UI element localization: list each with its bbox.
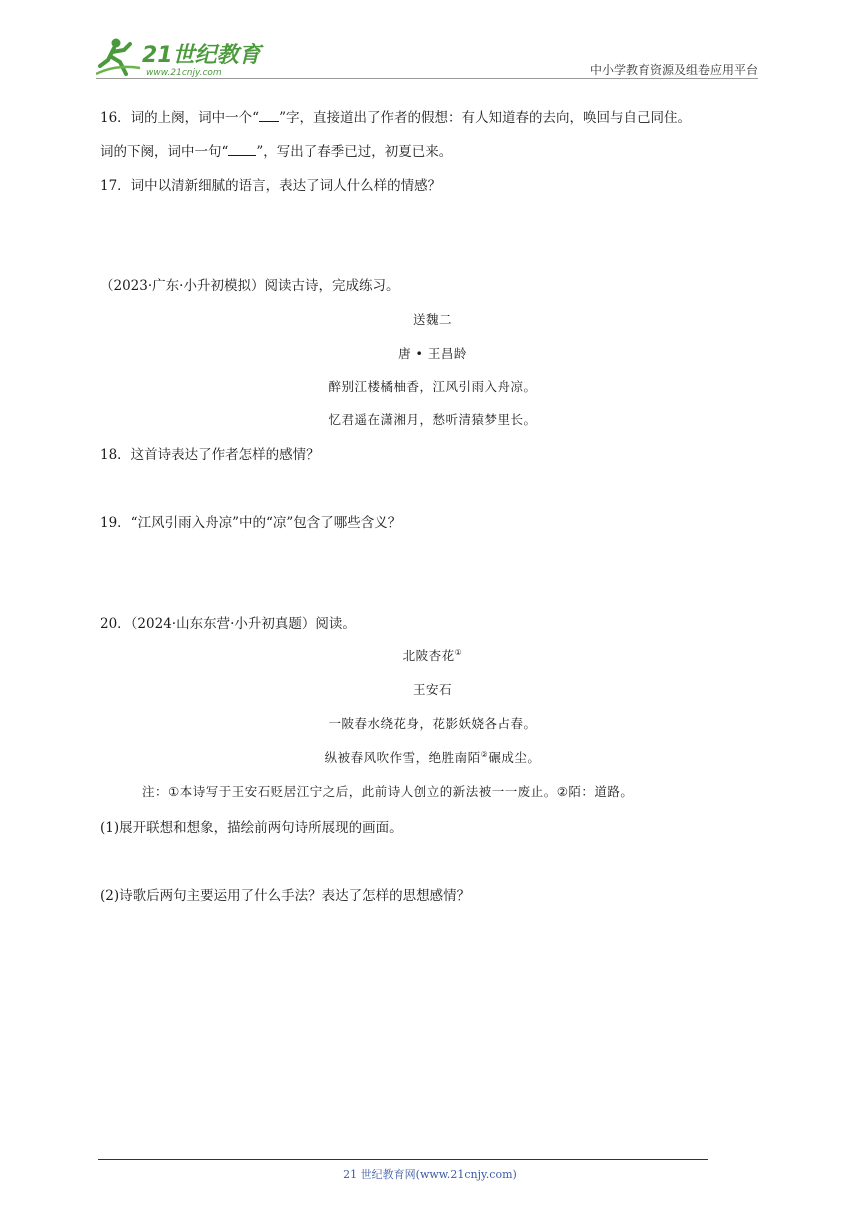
question-20-part-1: (1)展开联想和想象，描绘前两句诗所展现的画面。 bbox=[100, 820, 403, 836]
footer-divider bbox=[98, 1159, 708, 1160]
footnote-marker: ① bbox=[454, 647, 463, 657]
poem2-line-2: 纵被春风吹作雪，绝胜南陌②碾成尘。 bbox=[324, 749, 541, 765]
poem-line-1: 醉别江楼橘柚香，江风引雨入舟凉。 bbox=[328, 379, 537, 394]
poem-note: 注：①本诗写于王安石贬居江宁之后，此前诗人创立的新法被一一废止。②陌：道路。 bbox=[142, 784, 634, 799]
question-20-intro: 20．（2024·山东东营·小升初真题）阅读。 bbox=[100, 616, 356, 632]
page-header bbox=[96, 34, 758, 80]
footer-link[interactable]: 21 世纪教育网(www.21cnjy.com) bbox=[343, 1168, 517, 1181]
platform-name: 中小学教育资源及组卷应用平台 bbox=[589, 63, 758, 77]
logo-text: 21世纪教育 bbox=[142, 43, 261, 68]
header-divider bbox=[96, 78, 758, 79]
section-intro: （2023·广东·小升初模拟）阅读古诗，完成练习。 bbox=[100, 278, 400, 294]
answer-blank-2[interactable] bbox=[228, 142, 256, 156]
question-17: 17．词中以清新细腻的语言，表达了词人什么样的情感？ bbox=[100, 178, 442, 194]
site-logo[interactable] bbox=[96, 34, 266, 80]
poem-title: 送魏二 bbox=[412, 312, 452, 327]
poem-author-2: 王安石 bbox=[412, 682, 452, 697]
poem-title-2: 北陂杏花① bbox=[402, 647, 463, 663]
question-16-line-1: 16．词的上阕，词中一个“ ”字，直接道出了作者的假想：有人知道春的去向，唤回与自己同住。 bbox=[100, 110, 691, 126]
question-20-part-2: (2)诗歌后两句主要运用了什么手法？表达了怎样的思想感情？ bbox=[100, 888, 471, 904]
runner-logo-icon bbox=[96, 34, 266, 80]
poem-line-2: 忆君遥在潇湘月，愁听清猿梦里长。 bbox=[328, 412, 537, 427]
footnote-marker: ② bbox=[480, 749, 489, 759]
poem2-line-1: 一陂春水绕花身，花影妖娆各占春。 bbox=[328, 716, 537, 731]
logo-url: www.21cnjy.com bbox=[146, 68, 222, 78]
poem-author: 唐 • 王昌龄 bbox=[398, 346, 467, 361]
question-19: 19．“江风引雨入舟凉”中的“凉”包含了哪些含义？ bbox=[100, 515, 402, 531]
question-18: 18．这首诗表达了作者怎样的感情？ bbox=[100, 447, 320, 463]
question-16-line-2: 词的下阕，词中一句“ ”，写出了春季已过，初夏已来。 bbox=[100, 144, 453, 160]
answer-blank-1[interactable] bbox=[259, 108, 279, 122]
